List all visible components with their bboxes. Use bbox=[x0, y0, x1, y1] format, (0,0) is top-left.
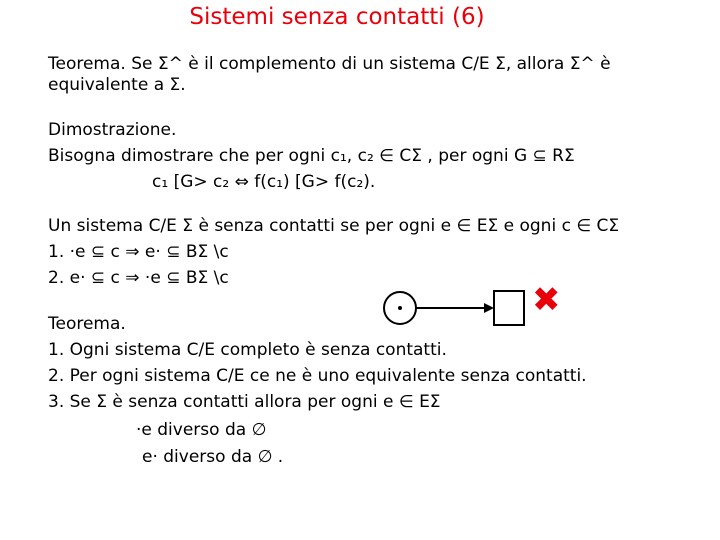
slide-title: Sistemi senza contatti (6) bbox=[189, 4, 485, 30]
definition-item2: 2. e· ⊆ c ⇒ ·e ⊆ BΣ \c bbox=[48, 268, 229, 288]
theorem1-line1: Teorema. Se Σ^ è il complemento di un sistema C/E Σ, allora Σ^ è bbox=[48, 54, 611, 74]
condition-box bbox=[494, 291, 524, 325]
theorem2-item3a: ·e diverso da ∅ bbox=[136, 420, 267, 440]
proof-line1: Bisogna dimostrare che per ogni c₁, c₂ ∈ CΣ , per ogni G ⊆ RΣ bbox=[48, 146, 575, 166]
theorem2-item1: 1. Ogni sistema C/E completo è senza contatti. bbox=[48, 340, 447, 360]
cross-icon: ✖ bbox=[532, 280, 561, 320]
arrow-head bbox=[484, 303, 494, 313]
proof-line2: c₁ [G> c₂ ⇔ f(c₁) [G> f(c₂). bbox=[152, 172, 376, 192]
theorem2-item3b: e· diverso da ∅ . bbox=[142, 447, 284, 467]
proof-heading: Dimostrazione. bbox=[48, 120, 177, 140]
token-dot bbox=[398, 306, 402, 310]
theorem2-heading: Teorema. bbox=[48, 314, 126, 334]
definition-line1: Un sistema C/E Σ è senza contatti se per ogni e ∈ EΣ e ogni c ∈ CΣ bbox=[48, 216, 620, 236]
theorem2-item3: 3. Se Σ è senza contatti allora per ogni e ∈ EΣ bbox=[48, 392, 441, 412]
definition-item1: 1. ·e ⊆ c ⇒ e· ⊆ BΣ \c bbox=[48, 242, 229, 262]
theorem2-item2: 2. Per ogni sistema C/E ce ne è uno equivalente senza contatti. bbox=[48, 366, 587, 386]
theorem1-line2: equivalente a Σ. bbox=[48, 75, 186, 95]
